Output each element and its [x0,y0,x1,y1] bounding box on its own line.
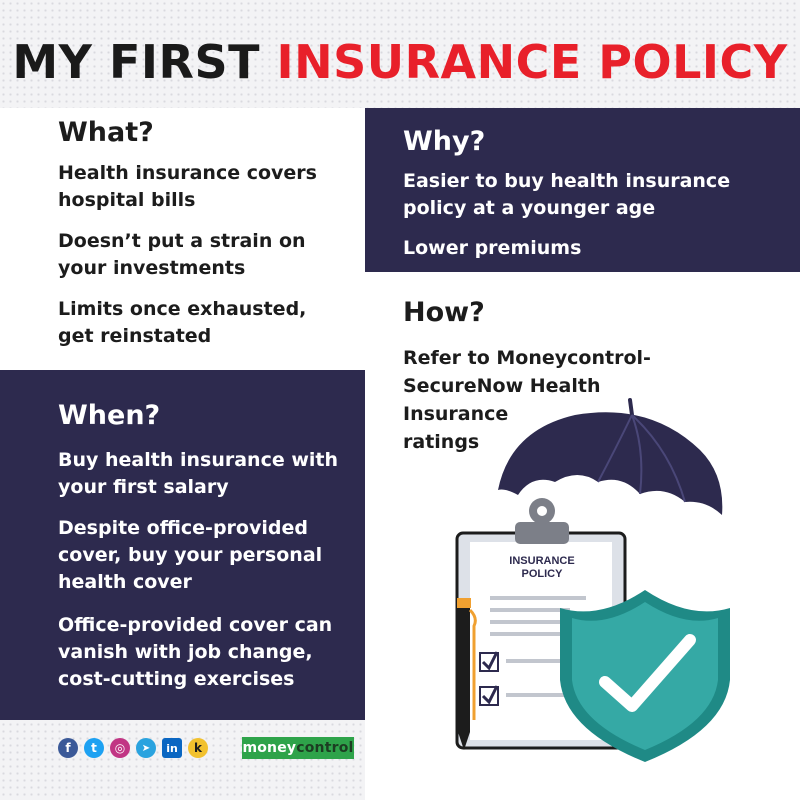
text-line: Limits once exhausted, [58,298,307,320]
what-heading: What? [58,117,154,148]
social-icons [58,737,208,759]
text-line: Insurance [403,403,509,425]
clipboard-title-1: INSURANCE [509,555,575,567]
text-line: Lower premiums [403,237,582,259]
text-line: Refer to Moneycontrol- [403,347,651,369]
text-line: Doesn’t put a strain on [58,230,306,252]
title-part-2: INSURANCE POLICY [276,35,788,89]
text-line: Office-provided cover can [58,614,333,636]
brand-part-1: money [242,740,297,756]
text-line: ratings [403,431,480,453]
text-line: your investments [58,257,246,279]
text-line: cover, buy your personal [58,544,323,566]
koo-icon[interactable]: k [188,738,208,758]
moneycontrol-logo[interactable] [242,737,354,759]
when-item [58,515,322,596]
text-line: Health insurance covers [58,162,317,184]
umbrella-icon [498,400,722,515]
text-line: vanish with job change, [58,641,313,663]
insurance-illustration [400,390,780,770]
clipboard-title-2: POLICY [521,568,563,580]
why-item [403,168,730,222]
when-item [58,612,332,693]
why-item [403,235,581,262]
how-heading: How? [403,297,485,328]
facebook-icon[interactable]: f [58,738,78,758]
text-line: policy at a younger age [403,197,656,219]
when-heading: When? [58,400,161,431]
text-line: get reinstated [58,325,212,347]
telegram-icon[interactable]: ➤ [136,738,156,758]
what-item [58,160,317,214]
text-line: health cover [58,571,192,593]
text-line: Despite office-provided [58,517,308,539]
text-line: SecureNow Health [403,375,601,397]
title-part-1: MY FIRST [12,35,260,89]
what-item [58,296,306,350]
linkedin-icon[interactable]: in [162,738,182,758]
brand-part-2: control [296,740,354,756]
why-heading: Why? [403,126,486,157]
instagram-icon[interactable]: ◎ [110,738,130,758]
page-title [0,34,800,90]
text-line: cost-cutting exercises [58,668,295,690]
when-item [58,447,338,501]
twitter-icon[interactable]: t [84,738,104,758]
text-line: Buy health insurance with [58,449,339,471]
text-line: your first salary [58,476,229,498]
what-item [58,228,306,282]
text-line: hospital bills [58,189,196,211]
text-line: Easier to buy health insurance [403,170,731,192]
